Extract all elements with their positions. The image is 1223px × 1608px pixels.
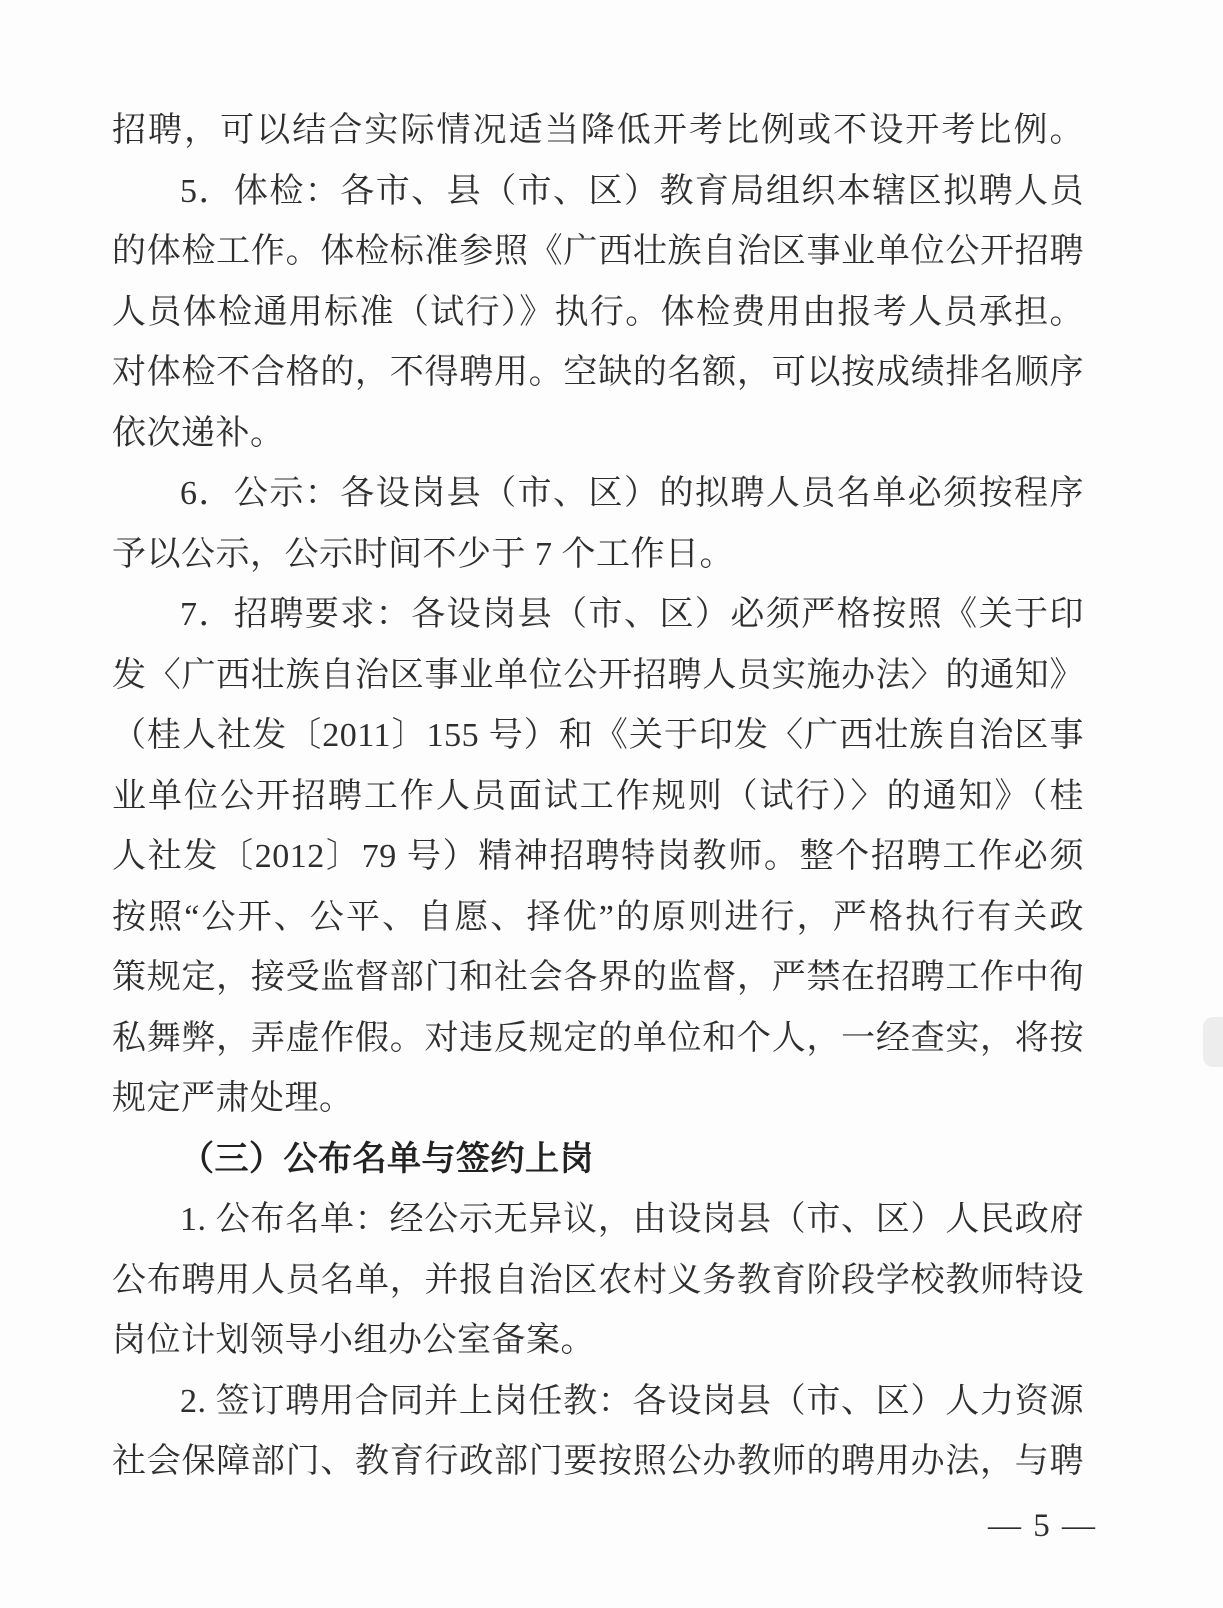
text-line: 按照“公开、公平、自愿、择优”的原则进行，严格执行有关政	[112, 898, 1084, 936]
text-line: 5．体检：各市、县（市、区）教育局组织本辖区拟聘人员	[180, 172, 1084, 210]
text-line: 的体检工作。体检标准参照《广西壮族自治区事业单位公开招聘	[112, 233, 1084, 270]
text-line: 人社发〔2012〕79 号）精神招聘特岗教师。整个招聘工作必须	[112, 838, 1084, 875]
text-line: 1. 公布名单：经公示无异议，由设岗县（市、区）人民政府	[180, 1201, 1084, 1238]
page-number: — 5 —	[988, 1508, 1097, 1544]
text-line: 予以公示，公示时间不少于 7 个工作日。	[112, 535, 734, 573]
text-line: 岗位计划领导小组办公室备案。	[112, 1322, 595, 1359]
text-line: 2. 签订聘用合同并上岗任教：各设岗县（市、区）人力资源	[180, 1382, 1084, 1420]
text-line: 招聘，可以结合实际情况适当降低开考比例或不设开考比例。	[112, 112, 1084, 149]
text-line: 私舞弊，弄虚作假。对违反规定的单位和个人，一经查实，将按	[112, 1019, 1084, 1057]
text-line: 7．招聘要求：各设岗县（市、区）必须严格按照《关于印	[180, 596, 1084, 633]
document-body	[112, 101, 1084, 1493]
text-line: 公布聘用人员名单，并报自治区农村义务教育阶段学校教师特设	[112, 1261, 1084, 1299]
scrollbar-thumb[interactable]	[1203, 1017, 1223, 1067]
text-line: 规定严肃处理。	[112, 1080, 354, 1117]
text-line: 人员体检通用标准（试行）》执行。体检费用由报考人员承担。	[112, 293, 1084, 331]
text-line: 6．公示：各设岗县（市、区）的拟聘人员名单必须按程序	[180, 475, 1084, 512]
text-line: 社会保障部门、教育行政部门要按照公办教师的聘用办法，与聘	[112, 1443, 1084, 1480]
text-line: 策规定，接受监督部门和社会各界的监督，严禁在招聘工作中徇	[112, 959, 1084, 996]
section-heading: （三）公布名单与签约上岗	[180, 1140, 594, 1178]
text-line: （桂人社发〔2011〕155 号）和《关于印发〈广西壮族自治区事	[112, 717, 1084, 754]
text-line: 对体检不合格的，不得聘用。空缺的名额，可以按成绩排名顺序	[112, 354, 1084, 391]
text-line: 业单位公开招聘工作人员面试工作规则（试行）〉的通知》（桂	[112, 777, 1084, 815]
text-line: 发〈广西壮族自治区事业单位公开招聘人员实施办法〉的通知》	[112, 656, 1084, 694]
text-line: 依次递补。	[112, 414, 285, 452]
